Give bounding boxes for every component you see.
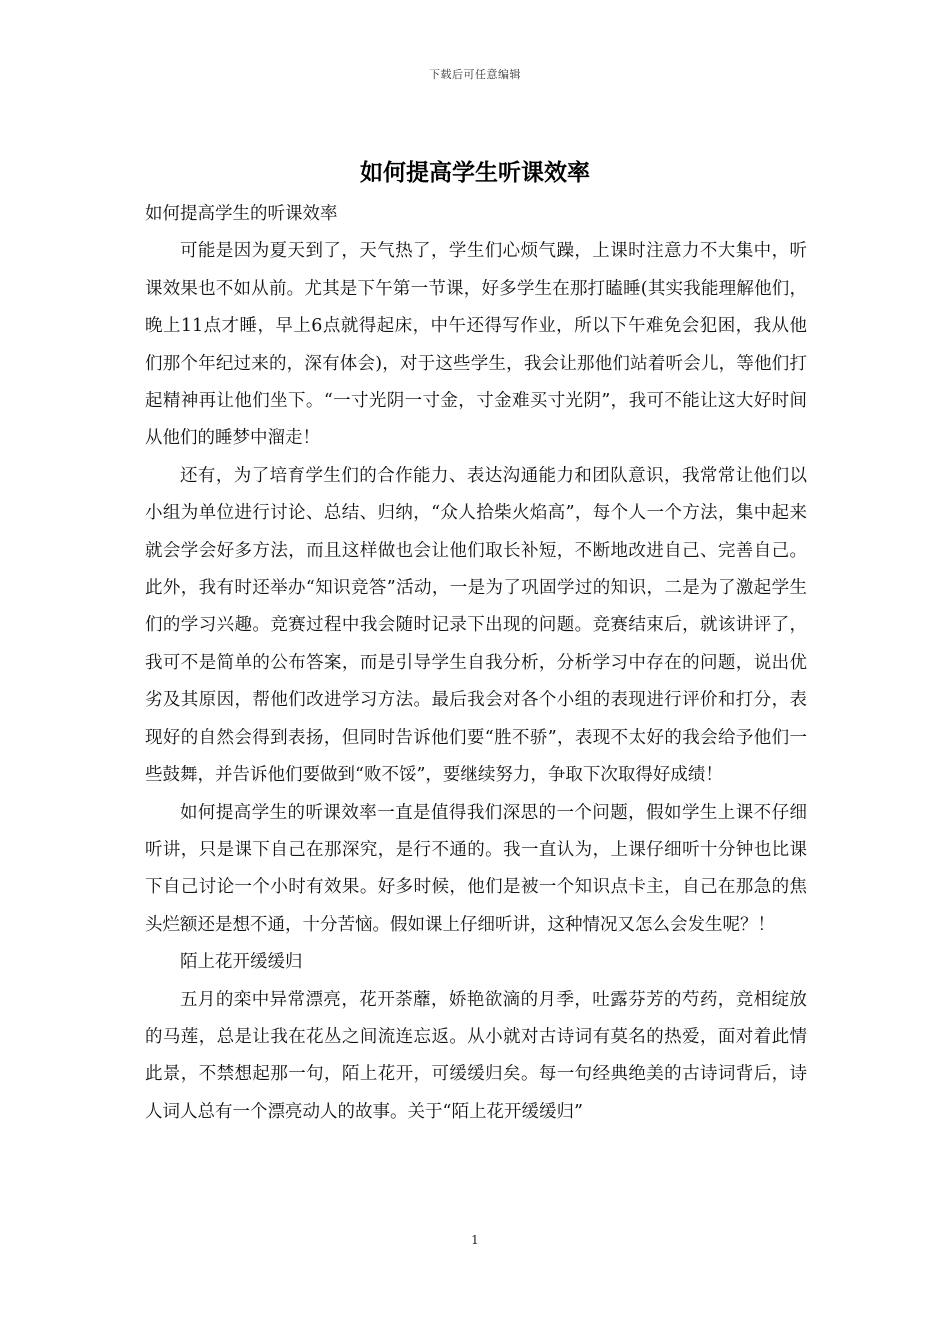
document-body [145, 196, 807, 1131]
document-title: 如何提高学生听课效率 [360, 159, 590, 186]
page-number: 1 [471, 1233, 479, 1247]
document-subtitle: 如何提高学生的听课效率 [145, 204, 338, 224]
paragraph-1: 可能是因为夏天到了，天气热了，学生们心烦气躁，上课时注意力不大集中，听课效果也不如从前。尤其是下午第一节课，好多学生在那打瞌睡(其实我能理解他们，晚上11点才睡，早上6点就得起床，中午还得写作业，所以下午难免会犯困，我从他们那个年纪过来的，深有体会)，对于这些学生，我会让那他们站着听会儿，等他们打起精神再让他们坐下。“一寸光阴一寸金，寸金难买寸光阴”，我可不能让这大好时间从他们的睡梦中溜走！ [145, 241, 807, 449]
paragraph-3: 如何提高学生的听课效率一直是值得我们深思的一个问题，假如学生上课不仔细听讲，只是课下自己在那深究，是行不通的。我一直认为，上课仔细听十分钟也比课下自己讨论一个小时有效果。好多时候，他们是被一个知识点卡主，自己在那急的焦头烂额还是想不通，十分苦恼。假如课上仔细听讲，这种情况又怎么会发生呢？！ [145, 802, 807, 935]
paragraph-4: 五月的栾中异常漂亮，花开荼蘼，娇艳欲滴的月季，吐露芬芳的芍药，竞相绽放的马莲，总是让我在花丛之间流连忘返。从小就对古诗词有莫名的热爱，面对着此情此景，不禁想起那一句，陌上花开，可缓缓归矣。每一句经典绝美的古诗词背后，诗人词人总有一个漂亮动人的故事。关于“陌上花开缓缓归” [145, 989, 807, 1122]
header-note: 下载后可任意编辑 [429, 68, 521, 81]
section-heading: 陌上花开缓缓归 [180, 952, 303, 973]
paragraph-2: 还有，为了培育学生们的合作能力、表达沟通能力和团队意识，我常常让他们以小组为单位进行讨论、总结、归纳，“众人拾柴火焰高”，每个人一个方法，集中起来就会学会好多方法，而且这样做也会让他们取长补短，不断地改进自己、完善自己。此外，我有时还举办“知识竞答”活动，一是为了巩固学过的知识，二是为了激起学生们的学习兴趣。竞赛过程中我会随时记录下出现的问题。竞赛结束后，就该讲评了，我可不是简单的公布答案，而是引导学生自我分析，分析学习中存在的问题，说出优劣及其原因，帮他们改进学习方法。最后我会对各个小组的表现进行评价和打分，表现好的自然会得到表扬，但同时告诉他们要“胜不骄”，表现不太好的我会给予他们一些鼓舞，并告诉他们要做到“败不馁”，要继续努力，争取下次取得好成绩！ [145, 465, 807, 786]
